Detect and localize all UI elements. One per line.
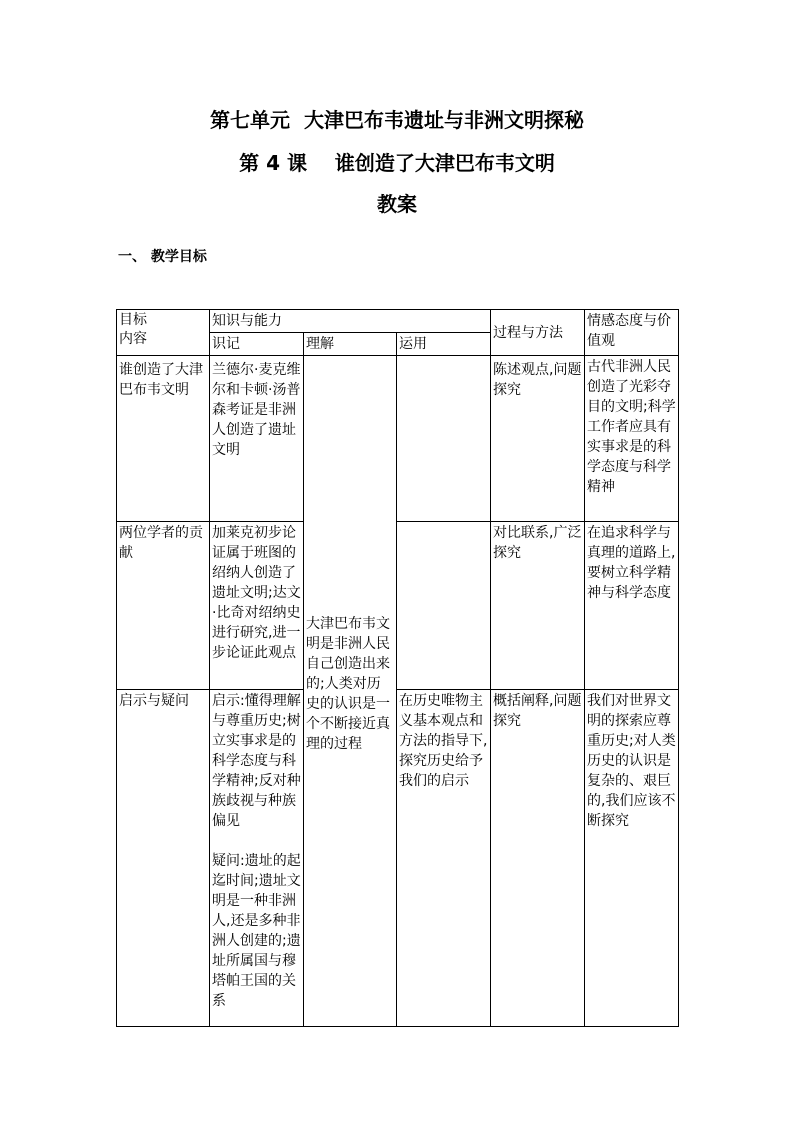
table-row [117, 356, 679, 522]
group-header-knowledge: 知识与能力 [210, 310, 491, 333]
understand-merged-cell [304, 356, 397, 1027]
paragraph-spacer [212, 831, 301, 851]
row-emotion-cell: 我们对世界文明的探索应尊重历史;对人类历史的认识是复杂的、艰巨的,我们应该不断探究 [585, 690, 679, 1027]
corner-header-cell [117, 310, 210, 356]
row-memorize-cell: 兰德尔·麦克维尔和卡顿·汤普森考证是非洲人创造了遗址文明 [210, 356, 304, 522]
objectives-table [116, 309, 679, 1027]
header-understand: 理解 [304, 333, 397, 356]
header-apply: 运用 [397, 333, 491, 356]
memorize-insight-text: 启示:懂得理解与尊重历史;树立实事求是的科学态度与科学精神;反对种族歧视与种族偏见 [212, 693, 301, 829]
row-apply-cell [397, 522, 491, 690]
row-content-cell: 谁创造了大津巴布韦文明 [117, 356, 210, 522]
row-emotion-cell: 在追求科学与真理的道路上,要树立科学精神与科学态度 [585, 522, 679, 690]
unit-title: 第七单元 大津巴布韦遗址与非洲文明探秘 [210, 108, 584, 132]
row-emotion-cell: 古代非洲人民创造了光彩夺目的文明;科学工作者应具有实事求是的科学态度与科学精神 [585, 356, 679, 522]
memorize-question-text: 疑问:遗址的起迄时间;遗址文明是一种非洲人,还是多种非洲人创建的;遗址所属国与穆塔帕王国的关系 [212, 853, 301, 1009]
corner-label-target: 目标 [119, 312, 147, 328]
section-heading: 一、 教学目标 [118, 249, 207, 265]
doc-type-title: 教案 [377, 192, 417, 216]
header-emotion: 情感态度与价值观 [585, 310, 679, 356]
header-memorize: 识记 [210, 333, 304, 356]
row-process-cell: 概括阐释,问题探究 [491, 690, 585, 1027]
corner-label-content: 内容 [119, 331, 147, 347]
row-content-cell: 启示与疑问 [117, 690, 210, 1027]
row-content-cell: 两位学者的贡献 [117, 522, 210, 690]
row-memorize-cell [210, 690, 304, 1027]
table-row [117, 690, 679, 1027]
row-process-cell: 陈述观点,问题探究 [491, 356, 585, 522]
lesson-title: 第 4 课 谁创造了大津巴布韦文明 [239, 151, 555, 175]
row-memorize-cell: 加莱克初步论证属于班图的绍纳人创造了遗址文明;达文·比奇对绍纳史进行研究,进一步论证此观点 [210, 522, 304, 690]
header-process: 过程与方法 [491, 310, 585, 356]
table-header-row [117, 310, 679, 333]
row-apply-cell [397, 356, 491, 522]
understand-text: 大津巴布韦文明是非洲人民自己创造出来的;人类对历史的认识是一个不断接近真理的过程 [306, 616, 390, 752]
row-process-cell: 对比联系,广泛探究 [491, 522, 585, 690]
table-row [117, 522, 679, 690]
row-apply-cell: 在历史唯物主义基本观点和方法的指导下,探究历史给予我们的启示 [397, 690, 491, 1027]
